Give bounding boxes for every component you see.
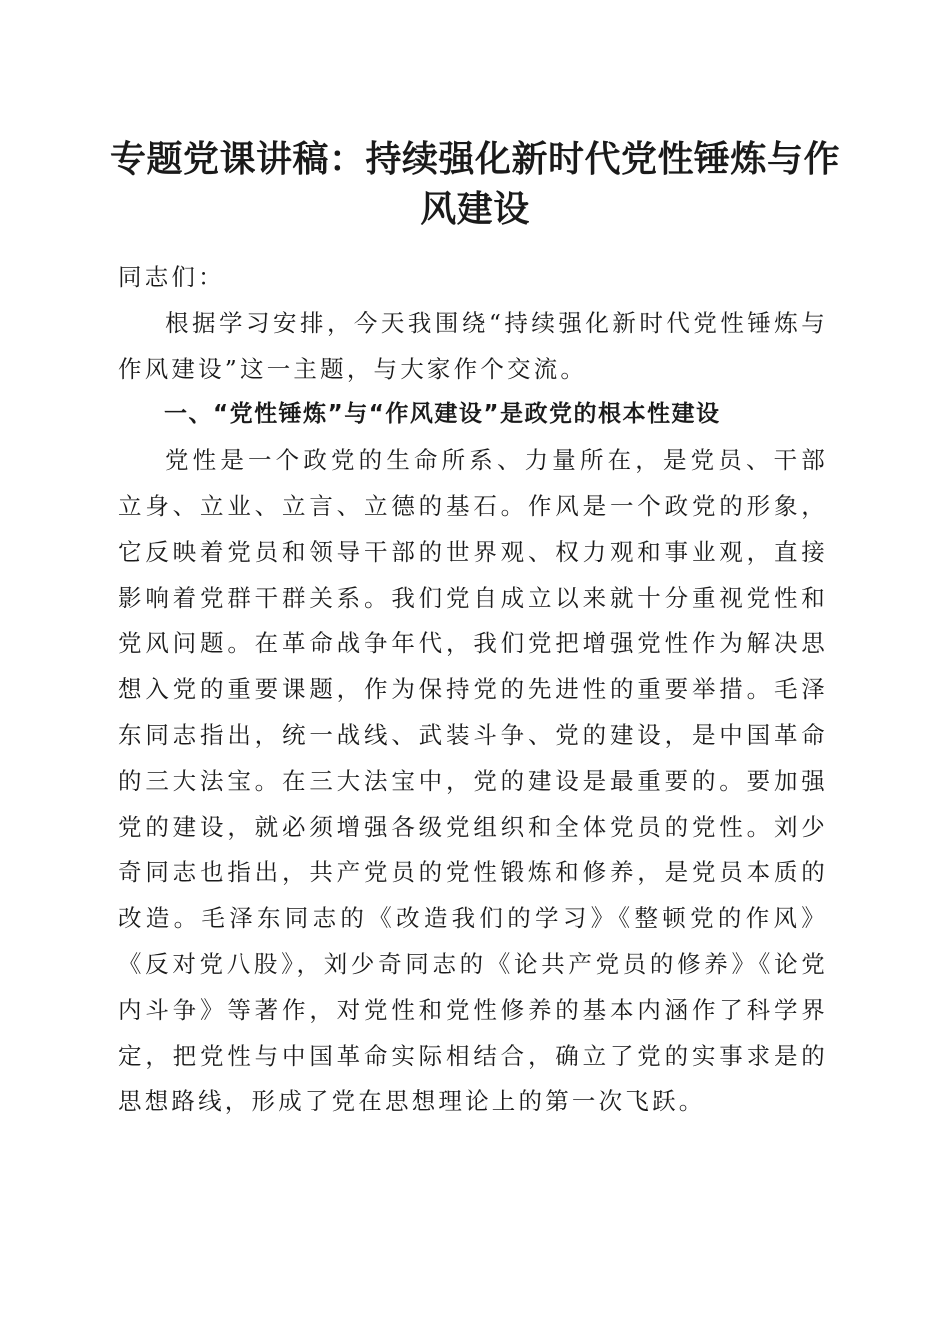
salutation: 同志们：	[118, 263, 225, 291]
body-paragraph: 党性是一个政党的生命所系、力量所在，是党员、干部立身、立业、立言、立德的基石。作风是一个政党的形象，它反映着党员和领导干部的世界观、权力观和事业观，直接影响着党群干群关系。我们党自成立以来就十分重视党性和党风问题。在革命战争年代，我们党把增强党性作为解决思想入党的重要课题，作为保持党的先进性的重要举措。毛泽东同志指出，统一战线、武装斗争、党的建设，是中国革命的三大法宝。在三大法宝中，党的建设是最重要的。要加强党的建设，就必须增强各级党组织和全体党员的党性。刘少奇同志也指出，共产党员的党性锻炼和修养，是党员本质的改造。毛泽东同志的《改造我们的学习》《整顿党的作风》《反对党八股》，刘少奇同志的《论共产党员的修养》《论党内斗争》等著作，对党性和党性修养的基本内涵作了科学界定，把党性与中国革命实际相结合，确立了党的实事求是的思想路线，形成了党在思想理论上的第一次飞跃。	[118, 446, 828, 1116]
document-body	[118, 255, 828, 1125]
intro-paragraph: 根据学习安排，今天我围绕“持续强化新时代党性锤炼与作风建设”这一主题，与大家作个交流。	[118, 308, 828, 383]
section-heading: 一、“党性锤炼”与“作风建设”是政党的根本性建设	[164, 401, 721, 428]
document-title	[110, 134, 840, 234]
title-line-1: 专题党课讲稿：持续强化新时代党性锤炼与作	[110, 138, 841, 180]
title-line-2: 风建设	[420, 188, 530, 230]
